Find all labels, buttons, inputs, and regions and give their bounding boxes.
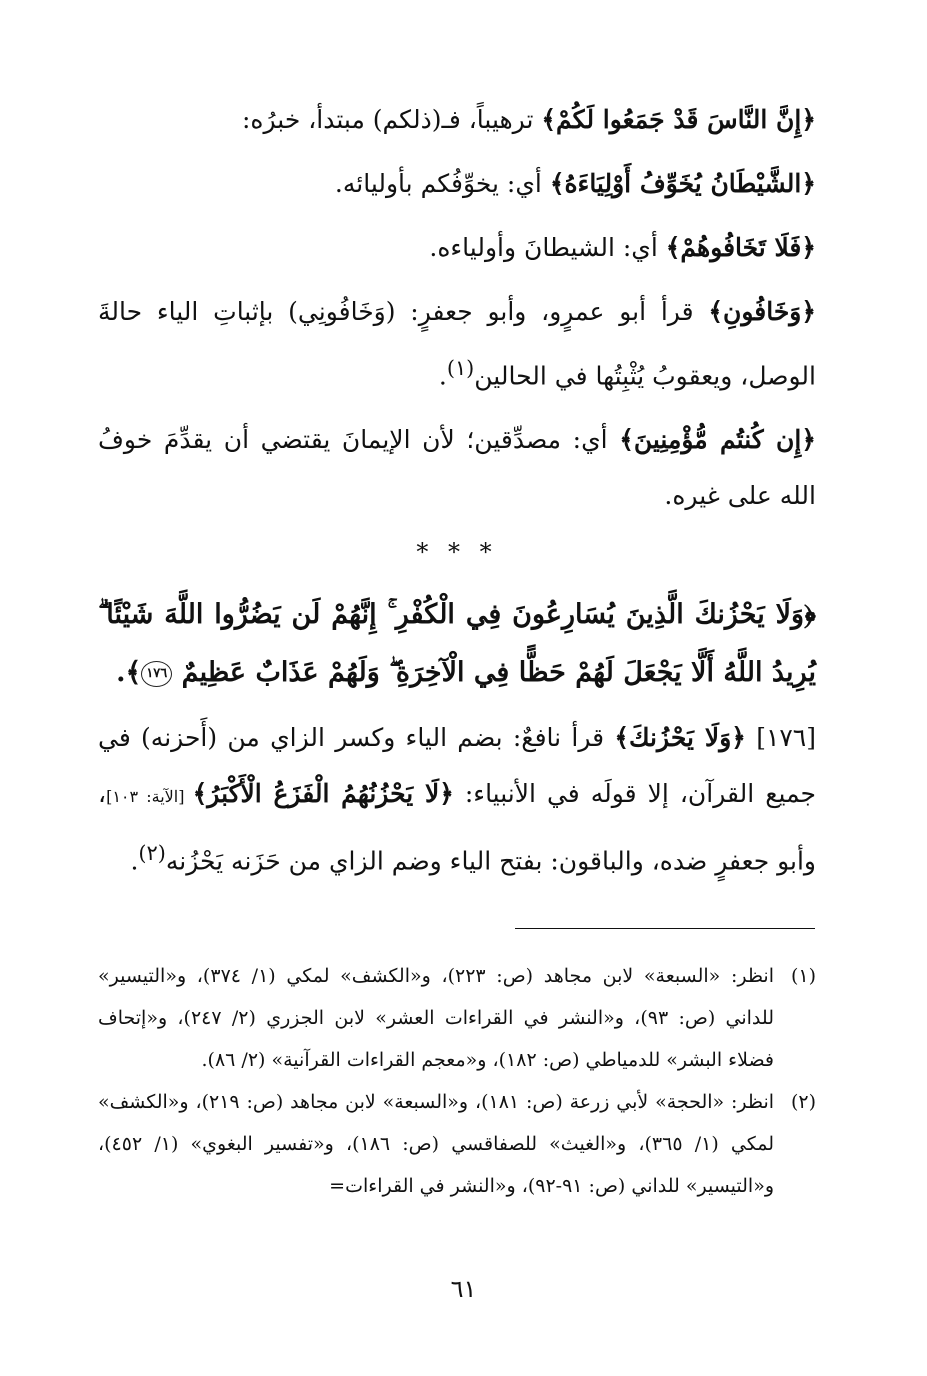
paragraph: [98, 220, 816, 276]
quran-quote: ﴿الشَّيْطَانُ يُخَوِّفُ أَوْلِيَاءَهُ﴾: [549, 169, 816, 198]
quran-quote: ﴿إِنَّ النَّاسَ قَدْ جَمَعُوا لَكُمْ﴾: [541, 105, 816, 134]
footnote-number: (١): [790, 965, 816, 987]
paragraph-text: قرأ أبو عمرٍو، وأبو جعفرٍ: (وَخَافُونِي) بإثباتِ الياء حالةَ الوصل، ويعقوبُ يُثْبِتُها في الحالين: [98, 297, 816, 391]
paragraph-end: .: [438, 361, 447, 391]
quran-quote: ﴿إِن كُنتُم مُّؤْمِنِينَ﴾: [619, 425, 816, 455]
footnote: [98, 955, 816, 1081]
paragraph-end: .: [130, 846, 139, 876]
footnote-divider: [515, 928, 815, 929]
quran-quote: ﴿فَلَا تَخَافُوهُمْ﴾: [665, 233, 816, 262]
paragraph: [98, 710, 816, 889]
footnote-ref[interactable]: (١): [446, 356, 475, 380]
verse-reference: [١٧٦]: [745, 723, 817, 753]
paragraph: [98, 412, 816, 524]
footnote-ref[interactable]: (٢): [138, 841, 166, 866]
footnote-text: انظر: «السبعة» لابن مجاهد (ص: ٢٢٣)، و«الكشف» لمكي (١/ ٣٧٤)، و«التيسير» للداني (ص: ٩٣)، و«النشر في القراءات العشر» لابن الجزري (٢/ ٢٤٧)، و«إتحاف فضلاء البشر» للدمياطي (ص: ١٨٢)، و«معجم القراءات القرآنية» (٢/ ٨٦).: [98, 965, 775, 1071]
verse-text: ﴿وَلَا يَحْزُنكَ الَّذِينَ يُسَارِعُونَ فِي الْكُفْرِ ۚ إِنَّهُمْ لَن يَضُرُّوا اللَّهَ شَيْئًا ۗ يُرِيدُ اللَّهُ أَلَّا يَجْعَلَ لَهُمْ حَظًّا فِي الْآخِرَةِ ۖ وَلَهُمْ عَذَابٌ عَظِيمٌ: [98, 599, 816, 689]
section-separator: * * *: [416, 538, 498, 567]
paragraph-text: أي: يخوِّفُكم بأوليائه.: [334, 169, 550, 198]
paragraph-text: ترهيباً، فـ(ذلكم) مبتدأ، خبرُه:: [241, 105, 542, 134]
paragraph-text: ، وأبو جعفرٍ ضده، والباقون: بفتح الياء وضم الزاي من حَزَنه يَحْزُنه: [98, 779, 816, 876]
paragraph-text: قرأ نافعٌ: بضم الياء وكسر الزاي من (أَحزنه) في جميع القرآن، إلا قولَه في الأنبياء:: [98, 723, 816, 809]
paragraph: [98, 92, 816, 148]
quran-quote: ﴿لَا يَحْزُنُهُمُ الْفَزَعُ الْأَكْبَرُ﴾: [192, 779, 454, 809]
footnote: [98, 1081, 816, 1207]
footnotes: [98, 955, 816, 1207]
footnote-number: (٢): [790, 1091, 816, 1113]
main-text: [98, 92, 816, 898]
quran-quote: ﴿وَلَا يَحْزُنكَ﴾: [614, 723, 746, 753]
ayah-number-marker: ١٧٦: [141, 661, 172, 687]
verse-citation: [الآية: ١٠٣]: [106, 787, 193, 807]
quran-verse: [98, 586, 816, 702]
paragraph-text: أي: الشيطانَ وأولياءه.: [429, 233, 666, 262]
verse-close: ﴾.: [116, 657, 142, 689]
quran-quote: ﴿وَخَافُونِ﴾: [708, 297, 816, 326]
page-number: ٦١: [450, 1275, 477, 1303]
footnote-text: انظر: «الحجة» لأبي زرعة (ص: ١٨١)، و«السبعة» لابن مجاهد (ص: ٢١٩)، و«الكشف» لمكي (١/ ٣٦٥)، و«الغيث» للصفاقسي (ص: ١٨٦)، و«تفسير البغوي» (١/ ٤٥٢)، و«التيسير» للداني (ص: ٩١-٩٢)، و«النشر في القراءات=: [98, 1091, 775, 1197]
paragraph: [98, 156, 816, 212]
paragraph: [98, 284, 816, 404]
paragraph-text: أي: مصدِّقين؛ لأن الإيمانَ يقتضي أن يقدِّمَ خوفُ الله على غيره.: [98, 425, 816, 511]
